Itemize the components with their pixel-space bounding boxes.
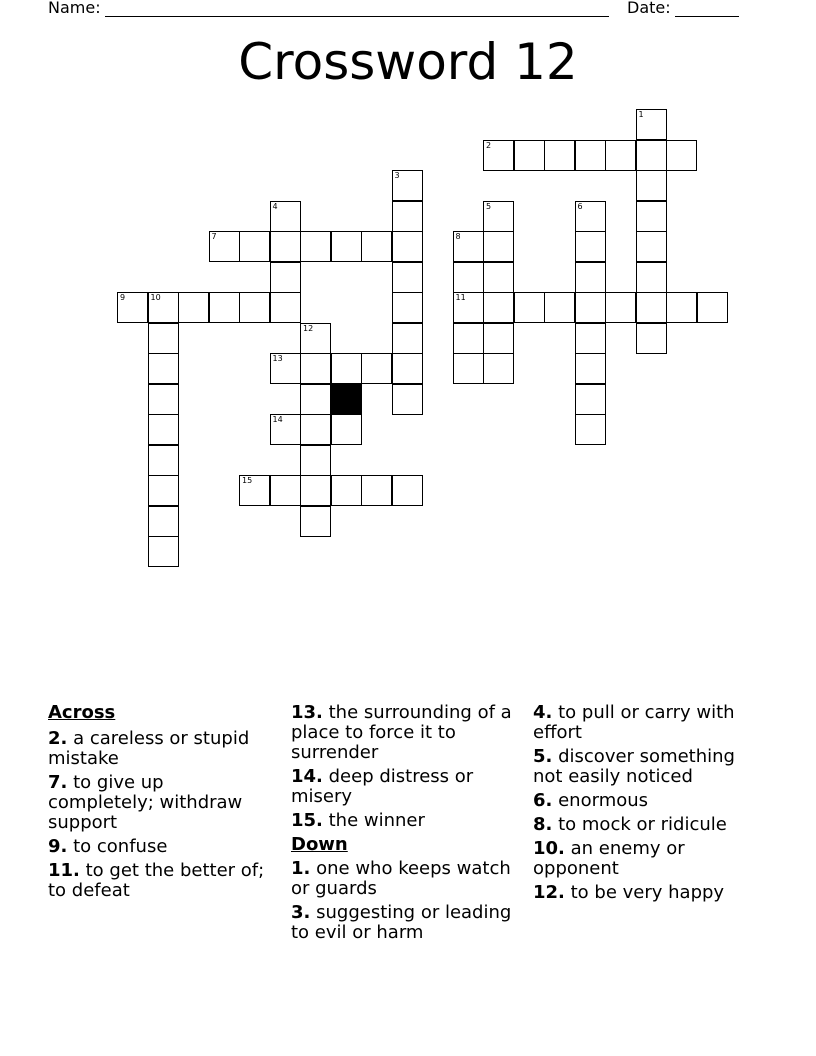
- clue-across-9: 9. to confuse: [48, 836, 168, 857]
- grid-cell[interactable]: [239, 475, 270, 506]
- cell-number: 11: [455, 293, 466, 302]
- grid-cell[interactable]: [636, 170, 667, 201]
- clue-column-2: [291, 703, 513, 947]
- grid-cell[interactable]: [575, 262, 606, 293]
- clue-across-7: 7. to give up completely; withdraw support: [48, 772, 243, 833]
- cell-number: 12: [303, 323, 314, 333]
- clue-across-13: 13. the surrounding of a place to force it to surrender: [291, 702, 512, 763]
- cell-number: 6: [577, 201, 583, 211]
- grid-cell[interactable]: [239, 231, 270, 262]
- clue-down-1: 1. one who keeps watch or guards: [291, 858, 511, 899]
- grid-cell[interactable]: [209, 231, 240, 262]
- grid-cell[interactable]: [300, 445, 331, 476]
- clue-across-14: 14. deep distress or misery: [291, 766, 474, 807]
- grid-cell[interactable]: [483, 262, 514, 293]
- grid-cell[interactable]: [270, 231, 301, 262]
- grid-cell[interactable]: [575, 231, 606, 262]
- grid-cell[interactable]: [514, 292, 545, 323]
- grid-cell[interactable]: [483, 323, 514, 354]
- clue-down-3: 3. suggesting or leading to evil or harm: [291, 902, 512, 943]
- grid-cell[interactable]: [148, 506, 179, 537]
- cell-number: 1: [638, 110, 644, 119]
- date-label: Date:: [627, 0, 671, 17]
- grid-cell[interactable]: [636, 231, 667, 262]
- grid-cell[interactable]: [605, 140, 636, 171]
- grid-cell[interactable]: [453, 231, 484, 262]
- across-heading: Across: [48, 702, 116, 723]
- grid-cell[interactable]: [575, 201, 606, 232]
- clue-across-2: 2. a careless or stupid mistake: [48, 728, 250, 769]
- cell-number: 13: [272, 354, 283, 363]
- grid-cell[interactable]: [392, 170, 423, 201]
- grid-cell[interactable]: [483, 292, 514, 323]
- grid-cell[interactable]: [300, 323, 331, 354]
- grid-cell[interactable]: [270, 353, 301, 384]
- grid-cell[interactable]: [148, 323, 179, 354]
- grid-cell[interactable]: [605, 292, 636, 323]
- grid-cell[interactable]: [300, 231, 331, 262]
- grid-cell[interactable]: [148, 445, 179, 476]
- grid-cell[interactable]: [300, 506, 331, 537]
- clue-down-8: 8. to mock or ridicule: [533, 814, 727, 835]
- grid-cell[interactable]: [483, 353, 514, 384]
- grid-cell[interactable]: [270, 475, 301, 506]
- down-heading: Down: [291, 834, 348, 855]
- grid-cell[interactable]: [361, 475, 392, 506]
- grid-cell[interactable]: [636, 262, 667, 293]
- grid-cell[interactable]: [178, 292, 209, 323]
- cell-number: 5: [486, 201, 492, 211]
- grid-cell[interactable]: [270, 262, 301, 293]
- grid-cell[interactable]: [209, 292, 240, 323]
- grid-cell[interactable]: [300, 414, 331, 445]
- grid-cell[interactable]: [636, 109, 667, 140]
- grid-cell[interactable]: [148, 384, 179, 415]
- grid-cell[interactable]: [392, 292, 423, 323]
- grid-cell[interactable]: [392, 384, 423, 415]
- grid-cell[interactable]: [575, 323, 606, 354]
- grid-cell[interactable]: [117, 292, 148, 323]
- clue-across-11: 11. to get the better of; to defeat: [48, 860, 265, 901]
- grid-cell[interactable]: [392, 475, 423, 506]
- cell-number: 10: [150, 293, 161, 302]
- grid-cell[interactable]: [453, 292, 484, 323]
- clue-down-10: 10. an enemy or opponent: [533, 838, 685, 879]
- grid-cell[interactable]: [270, 201, 301, 232]
- grid-cell[interactable]: [666, 292, 697, 323]
- clue-down-4: 4. to pull or carry with effort: [533, 702, 735, 743]
- grid-cell[interactable]: [483, 231, 514, 262]
- grid-cell[interactable]: [270, 414, 301, 445]
- grid-cell[interactable]: [636, 201, 667, 232]
- grid-cell[interactable]: [575, 292, 606, 323]
- grid-cell[interactable]: [239, 292, 270, 323]
- grid-cell[interactable]: [392, 262, 423, 293]
- grid-cell[interactable]: [331, 475, 362, 506]
- grid-cell[interactable]: [300, 384, 331, 415]
- grid-cell[interactable]: [697, 292, 728, 323]
- clue-column-3: [533, 703, 755, 907]
- name-label: Name:: [48, 0, 101, 17]
- grid-cell[interactable]: [270, 292, 301, 323]
- grid-cell[interactable]: [331, 353, 362, 384]
- clue-column-1: [48, 703, 270, 905]
- grid-cell[interactable]: [392, 231, 423, 262]
- grid-cell[interactable]: [575, 414, 606, 445]
- grid-cell[interactable]: [453, 262, 484, 293]
- cell-number: 2: [486, 140, 492, 150]
- black-cell: [331, 384, 362, 415]
- grid-cell[interactable]: [483, 140, 514, 171]
- grid-cell[interactable]: [514, 140, 545, 171]
- grid-cell[interactable]: [483, 201, 514, 232]
- grid-cell[interactable]: [392, 201, 423, 232]
- clue-down-12: 12. to be very happy: [533, 882, 725, 903]
- grid-cell[interactable]: [392, 353, 423, 384]
- cell-number: 15: [242, 476, 253, 485]
- grid-cell[interactable]: [361, 231, 392, 262]
- grid-cell[interactable]: [575, 384, 606, 415]
- clue-down-6: 6. enormous: [533, 790, 649, 811]
- cell-number: 14: [272, 415, 283, 424]
- cell-number: 8: [455, 232, 461, 241]
- grid-cell[interactable]: [636, 323, 667, 354]
- grid-cell[interactable]: [148, 536, 179, 567]
- cell-number: 4: [272, 201, 278, 211]
- clue-down-5: 5. discover something not easily noticed: [533, 746, 735, 787]
- grid-cell[interactable]: [453, 323, 484, 354]
- grid-cell[interactable]: [148, 475, 179, 506]
- cell-number: 3: [394, 171, 400, 180]
- grid-cell[interactable]: [544, 292, 575, 323]
- grid-cell[interactable]: [544, 140, 575, 171]
- clue-across-15: 15. the winner: [291, 810, 425, 831]
- cell-number: 7: [211, 232, 217, 241]
- grid-cell[interactable]: [148, 414, 179, 445]
- grid-cell[interactable]: [361, 353, 392, 384]
- grid-cell[interactable]: [300, 475, 331, 506]
- grid-cell[interactable]: [392, 323, 423, 354]
- grid-cell[interactable]: [300, 353, 331, 384]
- grid-cell[interactable]: [148, 292, 179, 323]
- grid-cell[interactable]: [331, 231, 362, 262]
- cell-number: 9: [120, 293, 126, 302]
- page-title: Crossword 12: [238, 33, 578, 91]
- grid-cell[interactable]: [575, 353, 606, 384]
- grid-cell[interactable]: [331, 414, 362, 445]
- grid-cell[interactable]: [666, 140, 697, 171]
- grid-cell[interactable]: [636, 292, 667, 323]
- grid-cell[interactable]: [575, 140, 606, 171]
- grid-cell[interactable]: [148, 353, 179, 384]
- grid-cell[interactable]: [453, 353, 484, 384]
- grid-cell[interactable]: [636, 140, 667, 171]
